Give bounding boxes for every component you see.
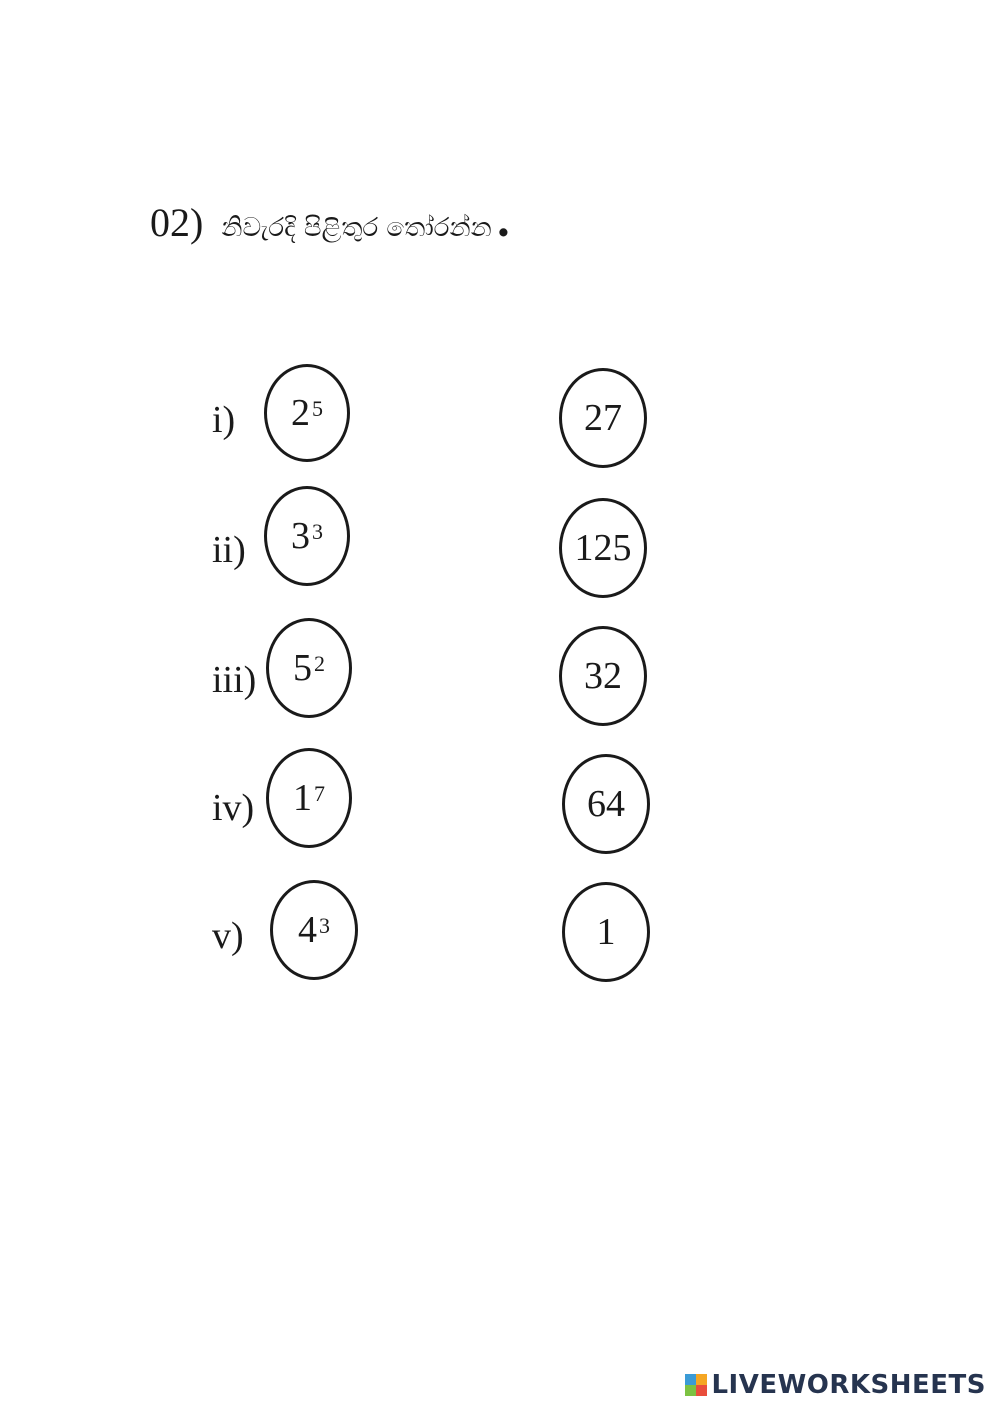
answer-value: 125 xyxy=(574,527,632,569)
question-instruction: නිවැරදි පිළිතුර තෝරන්න xyxy=(221,213,492,243)
power-exponent: 2 xyxy=(314,651,325,676)
power-exponent: 3 xyxy=(319,913,330,938)
logo-square-red xyxy=(696,1385,707,1396)
liveworksheets-logo xyxy=(685,1370,986,1400)
power-base: 3 xyxy=(291,515,310,557)
answer-oval[interactable] xyxy=(559,498,647,598)
question-heading xyxy=(150,196,511,247)
answer-value: 1 xyxy=(596,911,616,953)
liveworksheets-logo-icon xyxy=(685,1374,707,1396)
question-dot: . xyxy=(495,196,512,247)
power-exponent: 7 xyxy=(314,781,325,806)
row-label: iii) xyxy=(212,659,257,701)
logo-square-green xyxy=(685,1385,696,1396)
power-exponent: 5 xyxy=(312,396,323,421)
power-exponent: 3 xyxy=(312,519,323,544)
answer-oval[interactable] xyxy=(559,368,647,468)
row-label: iv) xyxy=(212,787,255,829)
row-label: i) xyxy=(212,399,236,441)
power-base: 4 xyxy=(298,909,317,951)
answer-value: 27 xyxy=(584,397,622,439)
brand-text: LIVEWORKSHEETS xyxy=(711,1370,986,1400)
power-oval[interactable] xyxy=(266,618,352,718)
answer-value: 64 xyxy=(587,783,625,825)
logo-square-blue xyxy=(685,1374,696,1385)
power-base: 1 xyxy=(293,777,312,819)
answer-oval[interactable] xyxy=(562,754,650,854)
answer-value: 32 xyxy=(584,655,622,697)
power-base: 2 xyxy=(291,392,310,434)
power-oval[interactable] xyxy=(264,364,350,462)
logo-square-orange xyxy=(696,1374,707,1385)
power-oval[interactable] xyxy=(270,880,358,980)
power-oval[interactable] xyxy=(266,748,352,848)
answer-oval[interactable] xyxy=(562,882,650,982)
row-label: v) xyxy=(212,915,244,957)
power-base: 5 xyxy=(293,647,312,689)
question-number: 02) xyxy=(150,200,204,245)
power-oval[interactable] xyxy=(264,486,350,586)
answer-oval[interactable] xyxy=(559,626,647,726)
row-label: ii) xyxy=(212,529,246,571)
